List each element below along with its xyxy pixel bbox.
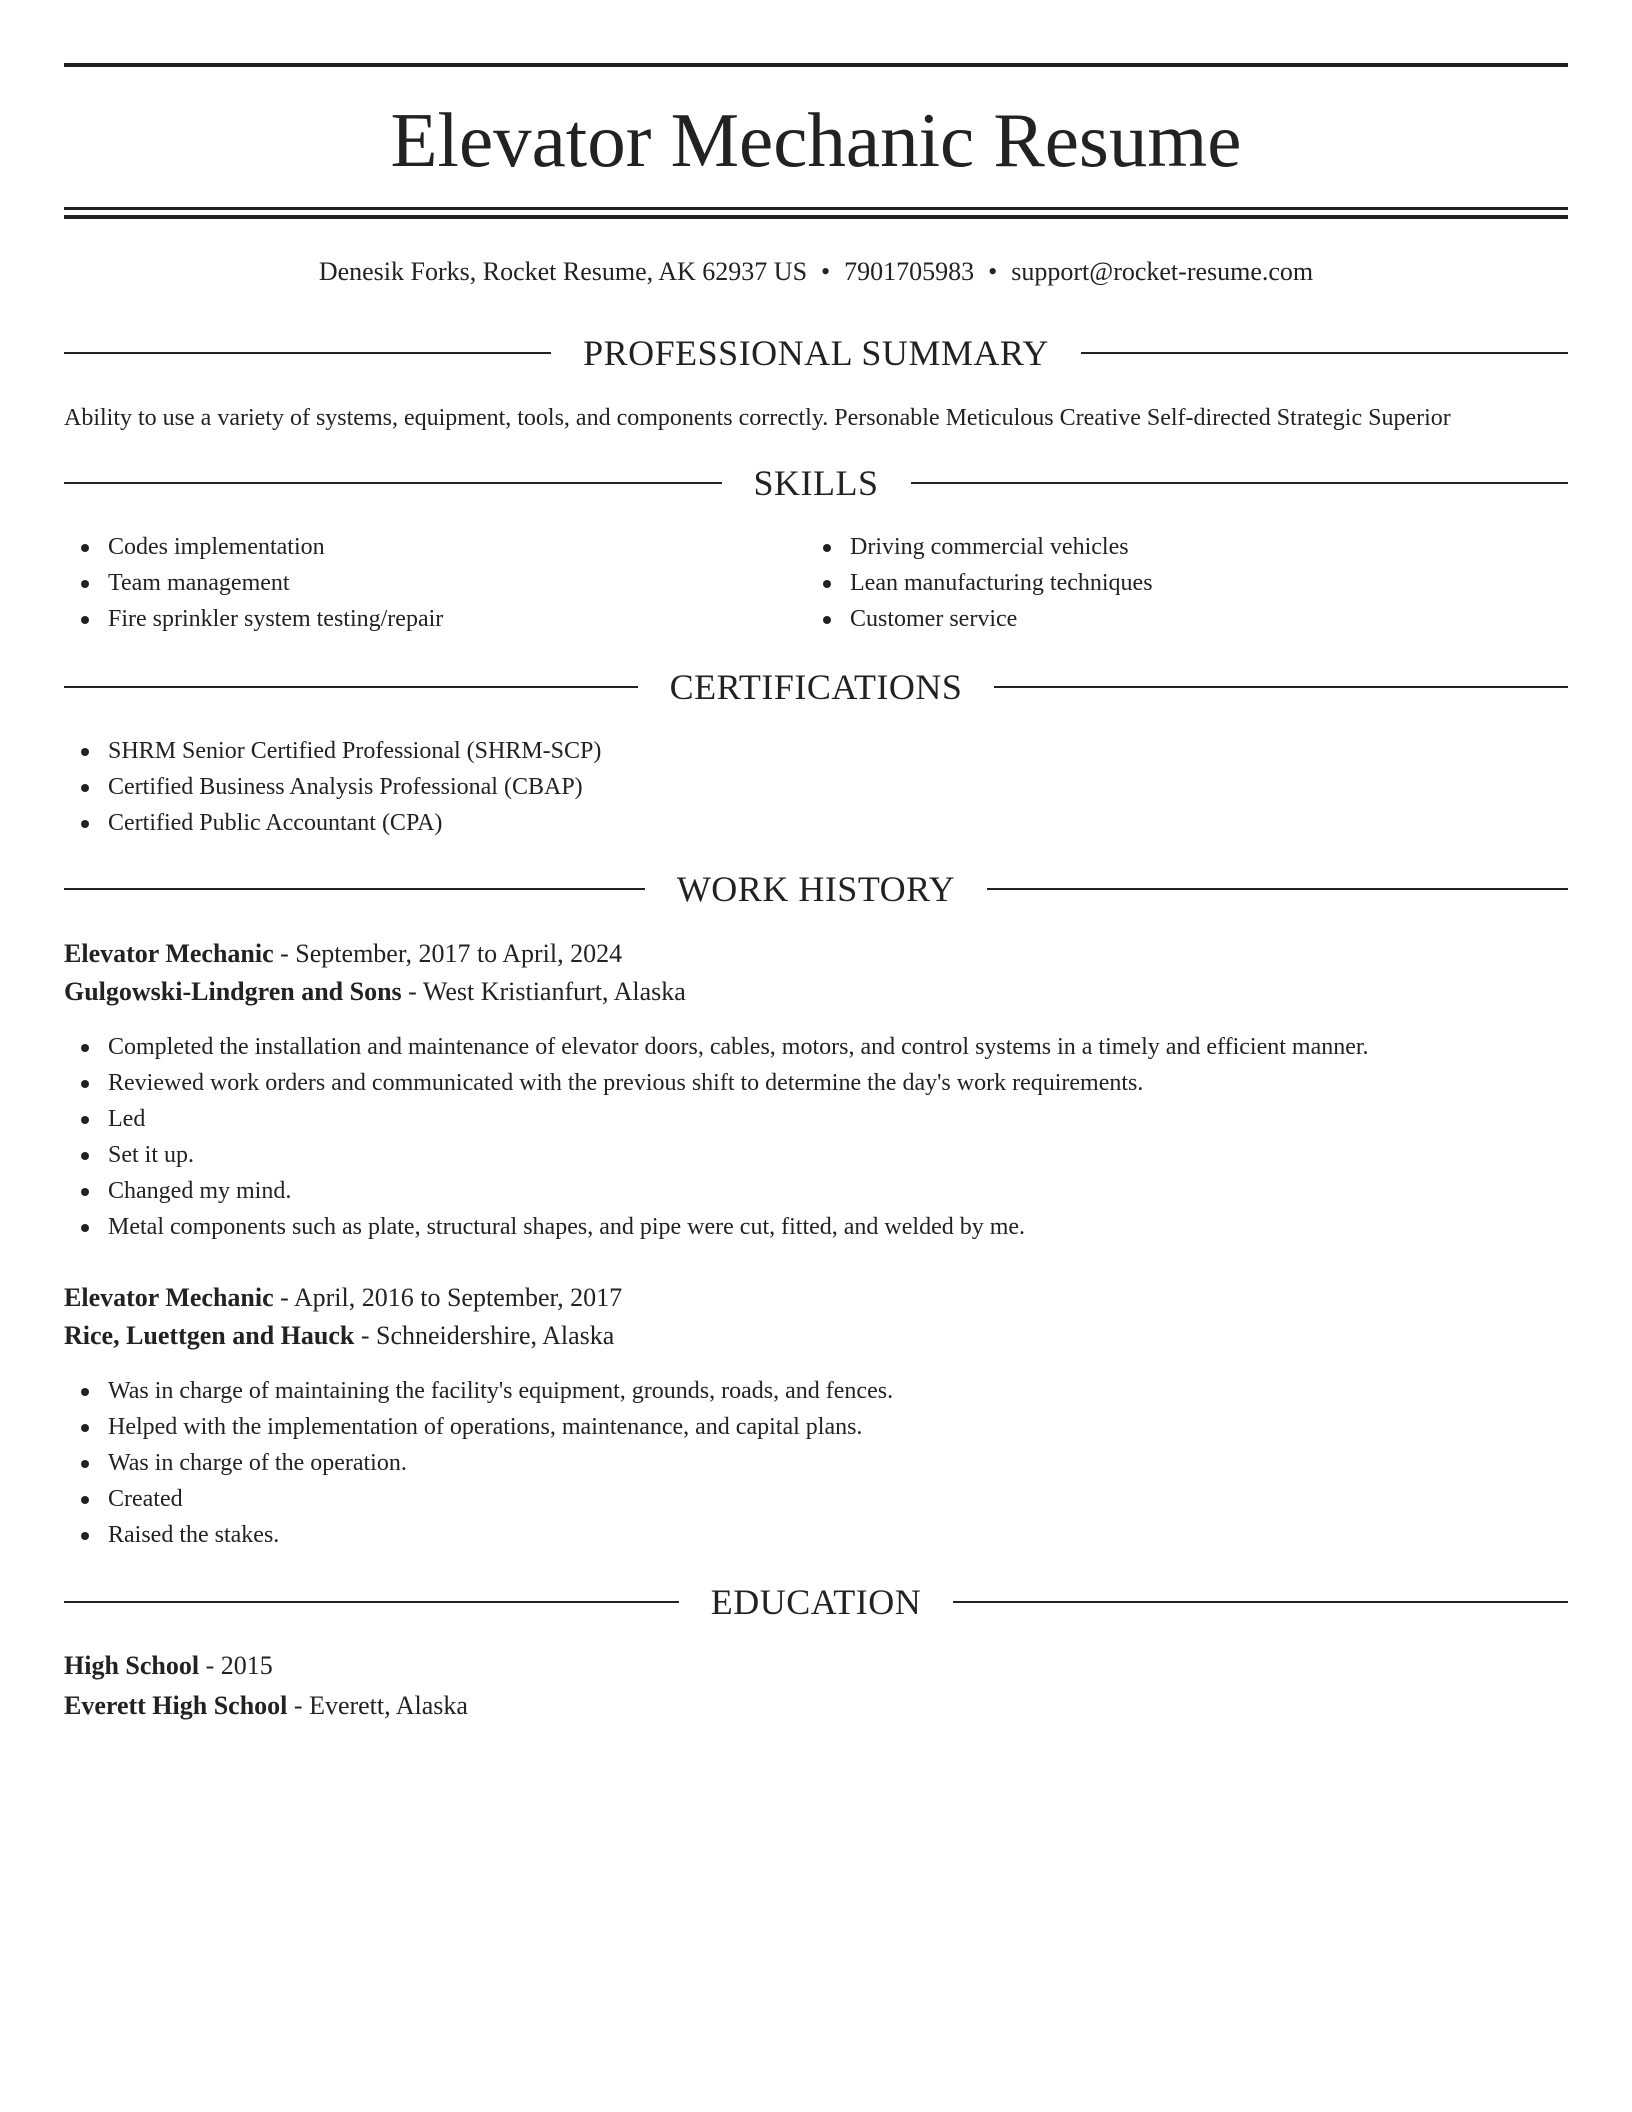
skill-item: Lean manufacturing techniques (806, 565, 1506, 601)
job-title-line (64, 1279, 1568, 1317)
contact-separator: • (988, 257, 998, 286)
section-header-certifications (64, 665, 1568, 709)
job-location: - West Kristianfurt, Alaska (401, 977, 686, 1006)
skill-item: Codes implementation (64, 529, 764, 565)
job-company: Gulgowski-Lindgren and Sons (64, 977, 402, 1006)
divider-line (64, 482, 722, 484)
title-rule-upper (64, 207, 1568, 210)
section-header-work-history (64, 867, 1568, 911)
job-title-line (64, 935, 1568, 973)
divider-line (953, 1601, 1568, 1603)
resume-title: Elevator Mechanic Resume (390, 97, 1242, 183)
divider-line (1081, 352, 1568, 354)
job-title: Elevator Mechanic (64, 939, 274, 968)
section-header-education (64, 1580, 1568, 1624)
section-title: PROFESSIONAL SUMMARY (583, 333, 1049, 373)
education-degree-line (64, 1647, 1568, 1685)
certification-item: Certified Business Analysis Professional (CBAP) (64, 769, 1568, 805)
skills-column-left (64, 529, 764, 637)
section-header-summary (64, 331, 1568, 375)
section-header-skills (64, 461, 1568, 505)
certifications-list (64, 733, 1568, 841)
section-title: CERTIFICATIONS (669, 667, 963, 707)
job-duties-list (64, 1029, 1568, 1245)
divider-line (64, 686, 638, 688)
education-degree: High School (64, 1651, 200, 1680)
certification-item: SHRM Senior Certified Professional (SHRM-SCP) (64, 733, 1568, 769)
summary-text: Ability to use a variety of systems, equipment, tools, and components correctly. Personable Meticulous Creative Self-directed Strategic Superior (64, 405, 1451, 431)
education-school-line (64, 1687, 1568, 1725)
skills-column-right (806, 529, 1506, 637)
divider-line (64, 1601, 679, 1603)
job-duties (64, 1373, 1568, 1553)
skill-item: Customer service (806, 601, 1506, 637)
job-duty-item: Was in charge of the operation. (64, 1445, 1568, 1481)
contact-address: Denesik Forks, Rocket Resume, AK 62937 US (318, 257, 808, 286)
job-company-line (64, 1317, 1568, 1355)
job-title: Elevator Mechanic (64, 1283, 274, 1312)
skill-item: Team management (64, 565, 764, 601)
job-duty-item: Created (64, 1481, 1568, 1517)
divider-line (994, 686, 1568, 688)
skills-list-right (806, 529, 1506, 637)
education-location: - Everett, Alaska (287, 1691, 468, 1720)
job-duty-item: Reviewed work orders and communicated with the previous shift to determine the day's work requirements. (64, 1065, 1568, 1101)
section-title: WORK HISTORY (676, 869, 956, 909)
contact-separator: • (821, 257, 831, 286)
job-duty-item: Raised the stakes. (64, 1517, 1568, 1553)
divider-line (64, 888, 645, 890)
divider-line (64, 352, 551, 354)
job-duty-item: Changed my mind. (64, 1173, 1568, 1209)
skills-list-left (64, 529, 764, 637)
job-duty-item: Helped with the implementation of operations, maintenance, and capital plans. (64, 1409, 1568, 1445)
job-company-line (64, 973, 1568, 1011)
section-title: SKILLS (753, 463, 879, 503)
divider-line (987, 888, 1568, 890)
job-duty-item: Set it up. (64, 1137, 1568, 1173)
job-company: Rice, Luettgen and Hauck (64, 1321, 355, 1350)
job-duty-item: Was in charge of maintaining the facility's equipment, grounds, roads, and fences. (64, 1373, 1568, 1409)
certification-item: Certified Public Accountant (CPA) (64, 805, 1568, 841)
contact-email: support@rocket-resume.com (1011, 257, 1314, 286)
section-title: EDUCATION (710, 1582, 922, 1622)
contact-phone: 7901705983 (844, 257, 975, 286)
top-rule (64, 63, 1568, 67)
job-duties-list (64, 1373, 1568, 1553)
job-duty-item: Led (64, 1101, 1568, 1137)
job-duty-item: Completed the installation and maintenance of elevator doors, cables, motors, and control systems in a timely and efficient manner. (64, 1029, 1568, 1065)
certifications (64, 733, 1568, 841)
contact-line (64, 254, 1568, 290)
education-school: Everett High School (64, 1691, 288, 1720)
job-location: - Schneidershire, Alaska (354, 1321, 615, 1350)
education-year: - 2015 (199, 1651, 273, 1680)
job-duty-item: Metal components such as plate, structural shapes, and pipe were cut, fitted, and welded by me. (64, 1209, 1568, 1245)
job-duties (64, 1029, 1568, 1245)
skill-item: Driving commercial vehicles (806, 529, 1506, 565)
title-rule-lower (64, 215, 1568, 219)
job-dates: - September, 2017 to April, 2024 (273, 939, 623, 968)
job-dates: - April, 2016 to September, 2017 (273, 1283, 623, 1312)
divider-line (911, 482, 1569, 484)
skill-item: Fire sprinkler system testing/repair (64, 601, 764, 637)
